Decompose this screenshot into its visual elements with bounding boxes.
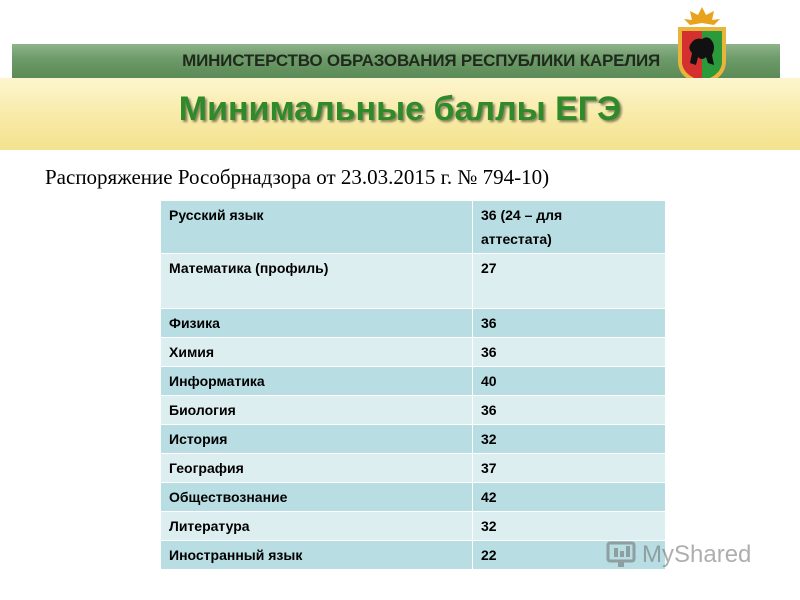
subject-cell: География: [161, 454, 473, 483]
subject-cell: Математика (профиль): [161, 254, 473, 309]
score-cell: 36: [473, 396, 666, 425]
subject-cell: Литература: [161, 512, 473, 541]
table-row: [161, 541, 666, 570]
score-cell: 32: [473, 512, 666, 541]
table-row: [161, 309, 666, 338]
scores-table: [160, 200, 666, 570]
table-row: [161, 201, 666, 254]
myshared-watermark: [606, 540, 751, 570]
table-row: [161, 483, 666, 512]
table-row: [161, 454, 666, 483]
watermark-text: MyShared: [642, 541, 752, 568]
order-reference: Распоряжение Рособрнадзора от 23.03.2015 г. № 794-10): [45, 165, 550, 189]
score-cell: 42: [473, 483, 666, 512]
subject-cell: Биология: [161, 396, 473, 425]
score-cell: [473, 201, 666, 254]
subject-cell: Русский язык: [161, 201, 473, 254]
page-title: Минимальные баллы ЕГЭ: [178, 90, 622, 128]
table-row: [161, 396, 666, 425]
score-cell: 36: [473, 309, 666, 338]
score-cell: 40: [473, 367, 666, 396]
ministry-name: МИНИСТЕРСТВО ОБРАЗОВАНИЯ РЕСПУБЛИКИ КАРЕЛИЯ: [182, 51, 660, 70]
subject-cell: Физика: [161, 309, 473, 338]
table-row: [161, 338, 666, 367]
karelia-coat-of-arms-icon: [668, 5, 736, 87]
myshared-logo-icon: [606, 540, 638, 570]
score-cell: 32: [473, 425, 666, 454]
score-cell: 22: [473, 541, 666, 570]
subject-cell: История: [161, 425, 473, 454]
subject-cell: Обществознание: [161, 483, 473, 512]
table-row: [161, 254, 666, 309]
score-cell: 36: [473, 338, 666, 367]
subject-cell: Химия: [161, 338, 473, 367]
table-row: [161, 425, 666, 454]
subject-cell: Информатика: [161, 367, 473, 396]
ministry-banner: [12, 44, 780, 78]
score-note: аттестата): [481, 231, 552, 247]
score-cell: 27: [473, 254, 666, 309]
table-row: [161, 367, 666, 396]
score-cell: 37: [473, 454, 666, 483]
score-text: 36 (24 – для: [481, 207, 563, 223]
subject-cell: Иностранный язык: [161, 541, 473, 570]
table-row: [161, 512, 666, 541]
